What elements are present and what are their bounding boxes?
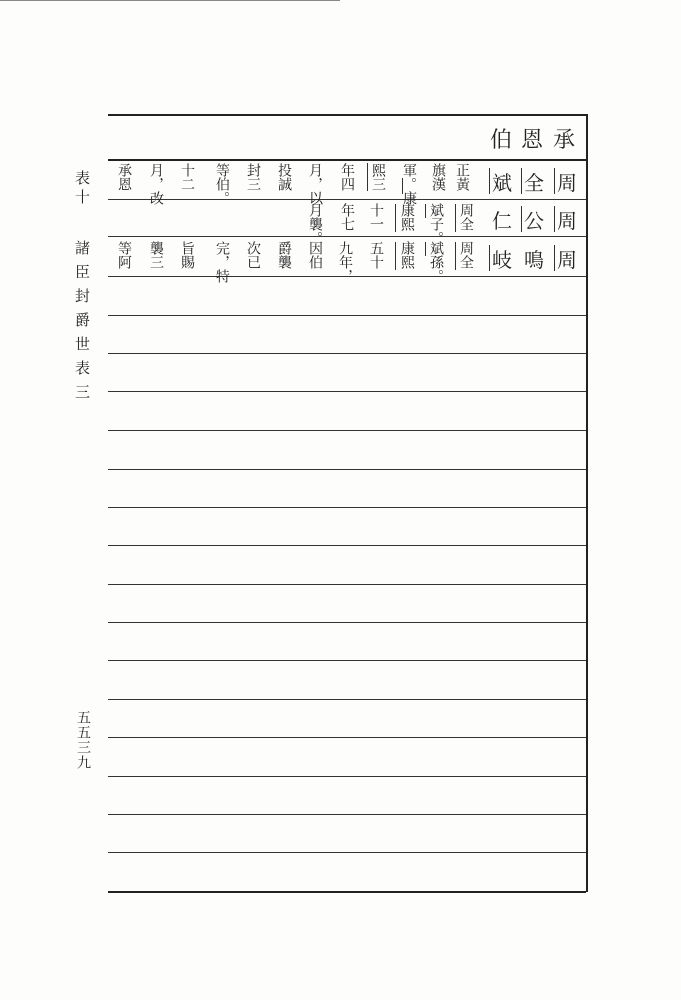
row-rule: [108, 737, 586, 738]
row1-text-col: 軍。康: [401, 163, 417, 205]
name-cell-1-1: 周: [557, 171, 577, 195]
name-cell-3-1: 周: [557, 248, 577, 272]
sidebar-top-label: 表十: [73, 170, 91, 208]
name-cell-3-3: 岐: [492, 248, 512, 272]
row1-text-col: 月，改: [148, 163, 164, 205]
name-mark: [521, 206, 522, 232]
row1-text-col: 承恩: [116, 163, 132, 191]
name-mark: [489, 168, 490, 194]
row3-text-col: 周全: [458, 241, 474, 269]
row1-text-col: 正黃: [454, 163, 470, 191]
name-cell-1-3: 斌: [492, 171, 512, 195]
row3-text-col: 等阿: [116, 241, 132, 269]
row3-text-col: 襲三: [148, 241, 164, 269]
row3-text-col: 爵襲: [276, 241, 292, 269]
row1-text-col: 旗漢: [430, 163, 446, 191]
table-right-rule: [586, 114, 588, 892]
page-number: 五五三九: [75, 710, 91, 770]
name-cell-1-2: 全: [524, 171, 544, 195]
name-mark: [554, 245, 555, 271]
row3-text-col: 完，特: [214, 241, 230, 283]
row-rule: [108, 315, 586, 316]
row-rule: [108, 852, 586, 853]
row3-text-col: 康熙: [399, 241, 415, 269]
row-rule: [108, 507, 586, 508]
name-mark: [554, 206, 555, 232]
row2-text-col: 康熙: [399, 203, 415, 231]
row1-text-col: 投誠: [276, 163, 292, 191]
name-cell-2-3: 仁: [492, 209, 512, 233]
row1-text-col: 熙三: [370, 163, 386, 191]
row3-text-col: 斌孫。: [428, 241, 444, 283]
name-mark: [554, 168, 555, 194]
row-rule: [108, 391, 586, 392]
name-cell-2-1: 周: [557, 209, 577, 233]
sidebar-title: 諸臣封爵世表三: [73, 240, 91, 408]
row-rule: [108, 545, 586, 546]
row2-text-col: 周全: [458, 203, 474, 231]
row1-text-col: 封三: [245, 163, 261, 191]
row2-text-col: 月襲。: [307, 203, 323, 245]
row-rule: [108, 699, 586, 700]
row-rule: [108, 622, 586, 623]
row3-text-col: 次已: [245, 241, 261, 269]
row1-text-col: 等伯。: [214, 163, 230, 205]
row1-text-col: 年四: [339, 163, 355, 191]
row-rule: [108, 814, 586, 815]
header-rule: [108, 159, 586, 161]
row-rule: [108, 236, 586, 237]
row-rule: [108, 776, 586, 777]
row2-text-col: 十一: [368, 203, 384, 231]
row3-text-col: 九年，: [337, 241, 353, 283]
table-title-char: 伯: [490, 128, 513, 153]
row3-text-col: 五十: [368, 241, 384, 269]
row-rule: [108, 353, 586, 354]
row3-text-col: 旨賜: [179, 241, 195, 269]
table-title-char: 承: [553, 128, 576, 153]
row2-text-col: 斌子。: [428, 203, 444, 245]
row-rule: [108, 584, 586, 585]
name-mark: [489, 245, 490, 271]
row1-text-col: 十二: [179, 163, 195, 191]
table-bottom-rule: [108, 891, 586, 893]
row-rule: [108, 430, 586, 431]
top-scan-edge: [0, 0, 340, 1]
name-mark: [395, 242, 396, 270]
table-top-rule: [108, 114, 586, 116]
name-cell-3-2: 鳴: [524, 248, 544, 272]
row-rule: [108, 469, 586, 470]
name-mark: [521, 168, 522, 194]
name-mark: [395, 204, 396, 232]
row2-text-col: 年七: [339, 203, 355, 231]
row-rule: [108, 660, 586, 661]
row3-text-col: 因伯: [307, 241, 323, 269]
row-rule: [108, 199, 586, 200]
row1-text-col: 月，以: [307, 163, 323, 205]
name-cell-2-2: 公: [524, 209, 544, 233]
table-title-char: 恩: [521, 128, 544, 153]
